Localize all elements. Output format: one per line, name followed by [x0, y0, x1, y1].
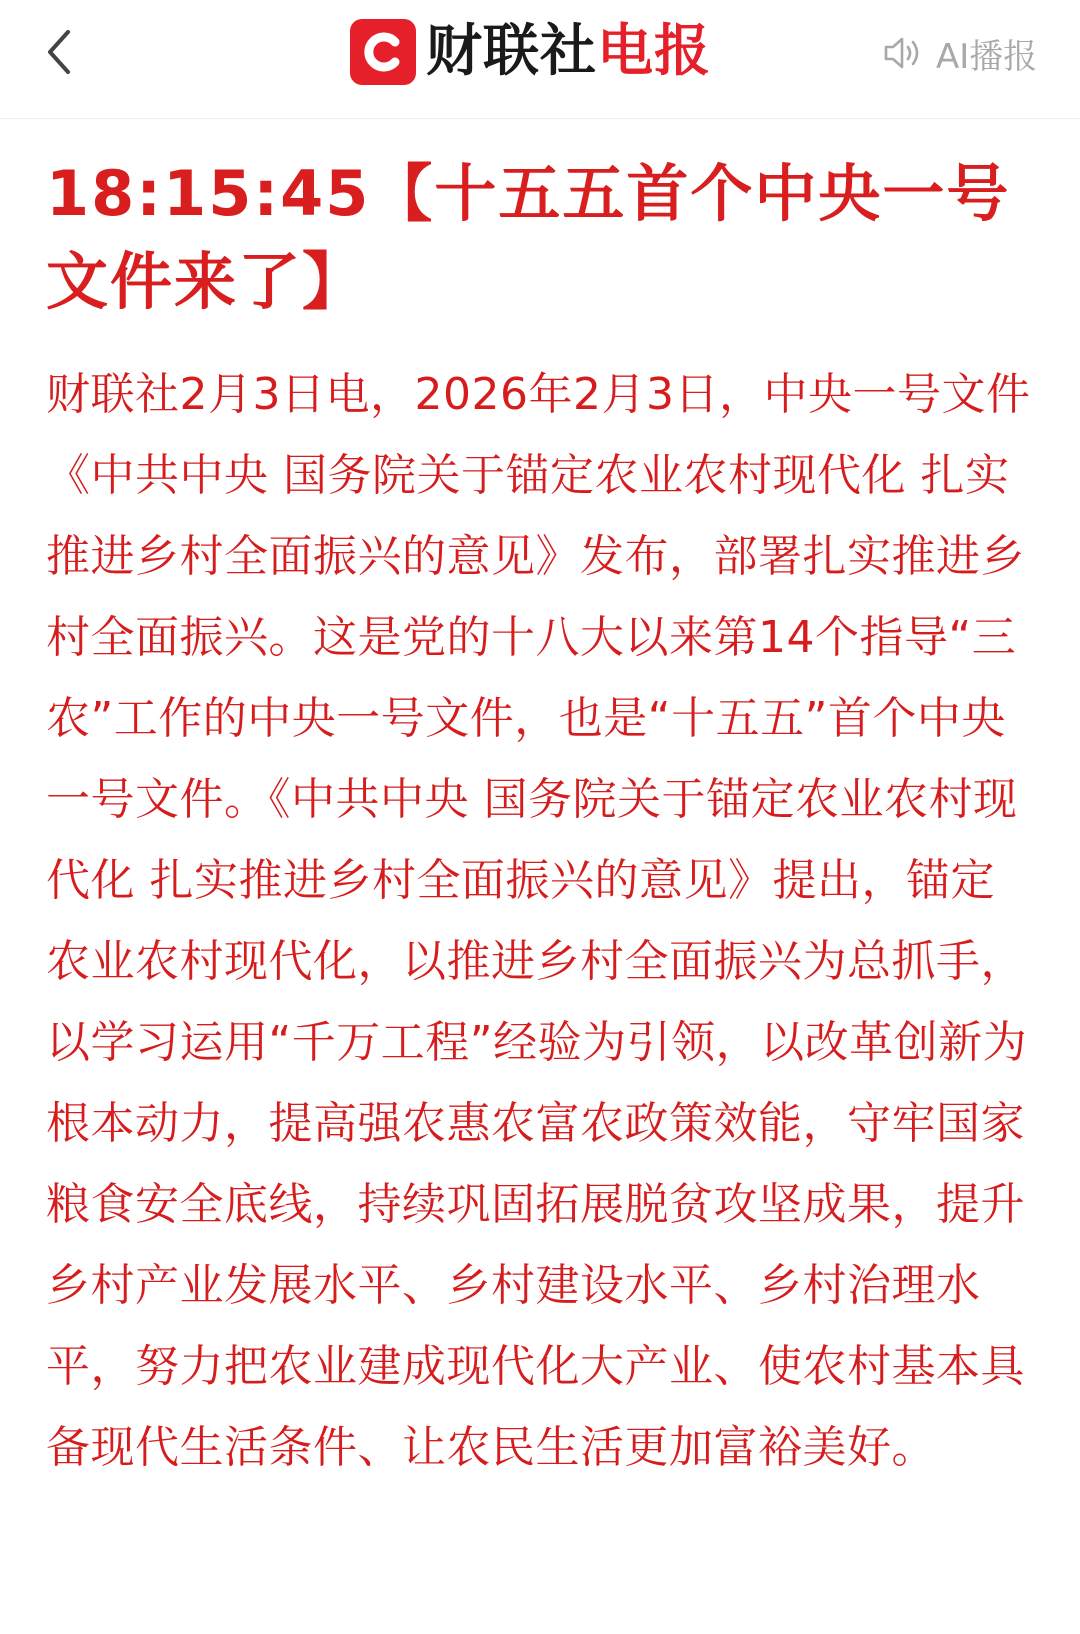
chevron-left-icon — [30, 20, 94, 84]
speaker-icon — [880, 30, 926, 76]
article-headline: 18:15:45【十五五首个中央一号文件来了】 — [46, 157, 1011, 318]
brand-name: 财联社 — [426, 19, 597, 84]
article-body: 财联社2月3日电，2026年2月3日，中央一号文件《中共中央 国务院关于锚定农业农村现代化 扎实推进乡村全面振兴的意见》发布，部署扎实推进乡村全面振兴。这是党的十八大以来第14个指导“三农”工作的中央一号文件，也是“十五五”首个中央一号文件。《中共中央 国务院关于锚定农业农村现代化 扎实推进乡村全面振兴的意见》提出，锚定农业农村现代化，以推进乡村全面振兴为总抓手，以学习运用“千万工程”经验为引领，以改革创新为根本动力，提高强农惠农富农政策效能，守牢国家粮食安全底线，持续巩固拓展脱贫攻坚成果，提升乡村产业发展水平、乡村建设水平、乡村治理水平，努力把农业建成现代化大产业、使农村基本具备现代生活条件、让农民生活更加富裕美好。 — [46, 369, 1031, 1473]
brand-c-icon — [350, 19, 416, 85]
back-button[interactable] — [30, 20, 94, 84]
top-navigation-bar — [0, 0, 1080, 119]
ai-broadcast-label: AI播报 — [936, 36, 1038, 77]
article-content — [46, 150, 1036, 1488]
ai-broadcast-button[interactable] — [880, 30, 1037, 76]
brand-logo — [350, 16, 711, 88]
brand-section-name: 电报 — [597, 19, 711, 84]
